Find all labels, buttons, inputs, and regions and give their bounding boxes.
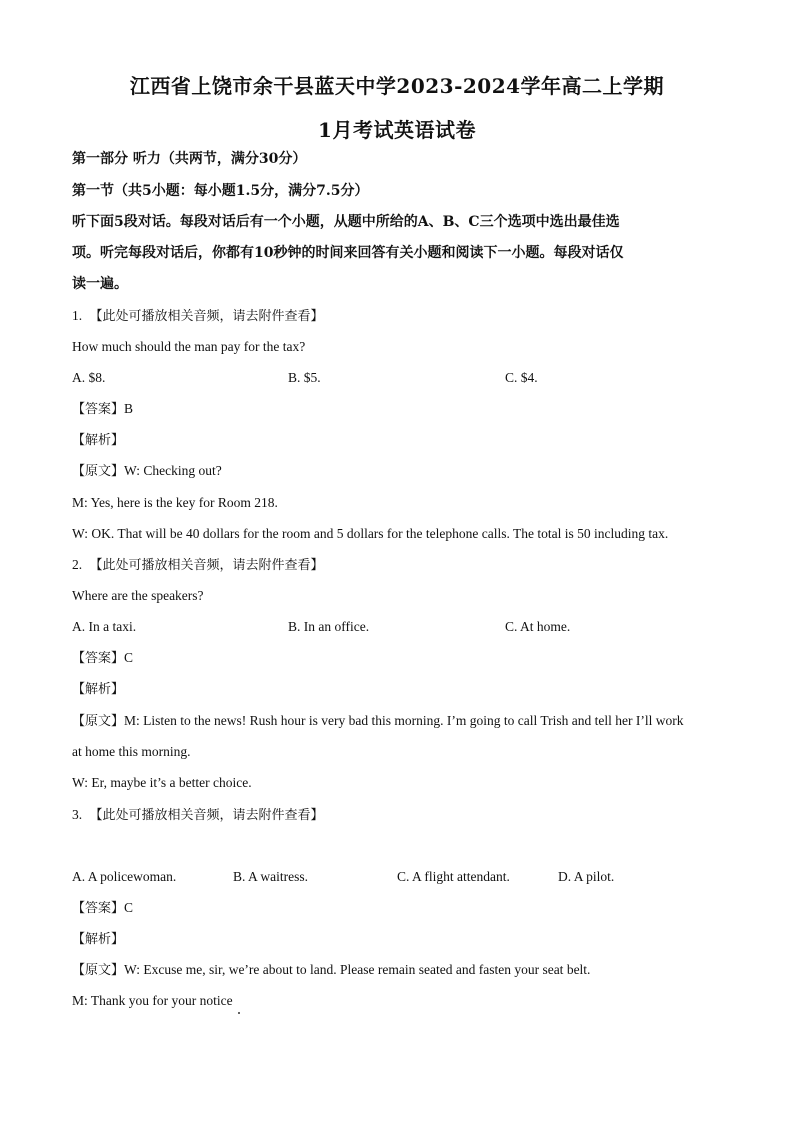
part-heading: 第一部分 听力（共两节，满分30分） [72,151,307,167]
question-3-header [72,806,324,825]
answer-label: 【答案】 [72,651,125,666]
question-1-option-b: B. $5. [288,370,321,385]
exam-title-line-1: 江西省上饶市余干县蓝天中学2023-2024学年高二上学期 [129,74,665,98]
analysis-label: 【解析】 [72,682,125,697]
question-3-option-c: C. A flight attendant. [397,869,510,884]
question-2-transcript-line-2: at home this morning. [72,744,191,759]
question-number: 1. [72,308,83,323]
answer-label: 【答案】 [72,402,125,417]
question-1-text: How much should the man pay for the tax? [72,339,306,354]
question-3-answer [72,899,133,918]
question-3-option-a: A. A policewoman. [72,869,177,884]
original-label: 【原文】 [72,714,125,729]
instructions-line-3: 读一遍。 [72,276,128,292]
question-1-transcript-line-3: W: OK. That will be 40 dollars for the room and 5 dollars for the telephone calls. The total is 50 including tax. [72,526,669,541]
question-3-analysis-label [72,930,124,949]
question-2-text: Where are the speakers? [72,588,204,603]
question-3-transcript-line-2: M: Thank you for your notice [72,993,233,1008]
question-number: 3. [72,807,83,822]
question-number: 2. [72,557,83,572]
audio-note: 【此处可播放相关音频，请去附件查看】 [89,558,324,573]
instructions-line-2: 项。听完每段对话后，你都有10秒钟的时间来回答有关小题和阅读下一小题。每段对话仅 [72,245,624,261]
original-label: 【原文】 [72,963,125,978]
question-1-option-c: C. $4. [505,370,538,385]
answer-value: B [124,401,134,416]
original-label: 【原文】 [72,464,125,479]
question-2-analysis-label [72,680,124,699]
question-1-header [72,307,324,326]
question-2-option-c: C. At home. [505,619,571,634]
analysis-label: 【解析】 [72,932,125,947]
question-2-header [72,556,324,575]
audio-note: 【此处可播放相关音频，请去附件查看】 [89,808,324,823]
instructions-line-1: 听下面5段对话。每段对话后有一个小题，从题中所给的A、B、C三个选项中选出最佳选 [72,214,620,230]
transcript-text: W: Checking out? [124,463,222,478]
answer-value: C [124,900,134,915]
question-1-analysis-label [72,431,124,450]
question-2-transcript-line-1 [72,712,683,731]
question-2-option-a: A. In a taxi. [72,619,137,634]
question-1-answer [72,400,133,419]
question-2-option-b: B. In an office. [288,619,370,634]
question-1-transcript-line-1 [72,462,222,481]
question-3-option-b: B. A waitress. [233,869,309,884]
question-3-option-d: D. A pilot. [558,869,615,884]
transcript-text: M: Listen to the news! Rush hour is very bad this morning. I’m going to call Trish and tell her I’ll work [124,713,684,728]
question-1-transcript-line-2: M: Yes, here is the key for Room 218. [72,495,278,510]
stray-dot [238,1012,240,1014]
exam-title-line-2: 1月考试英语试卷 [318,118,476,142]
transcript-text: W: Excuse me, sir, we’re about to land. Please remain seated and fasten your seat belt. [124,962,591,977]
audio-note: 【此处可播放相关音频，请去附件查看】 [89,309,324,324]
question-2-answer [72,649,133,668]
section-heading: 第一节（共5小题：每小题1.5分，满分7.5分） [72,183,369,199]
question-1-option-a: A. $8. [72,370,106,385]
analysis-label: 【解析】 [72,433,125,448]
answer-label: 【答案】 [72,901,125,916]
question-3-transcript-line-1 [72,961,590,980]
question-2-transcript-line-3: W: Er, maybe it’s a better choice. [72,775,252,790]
answer-value: C [124,650,134,665]
